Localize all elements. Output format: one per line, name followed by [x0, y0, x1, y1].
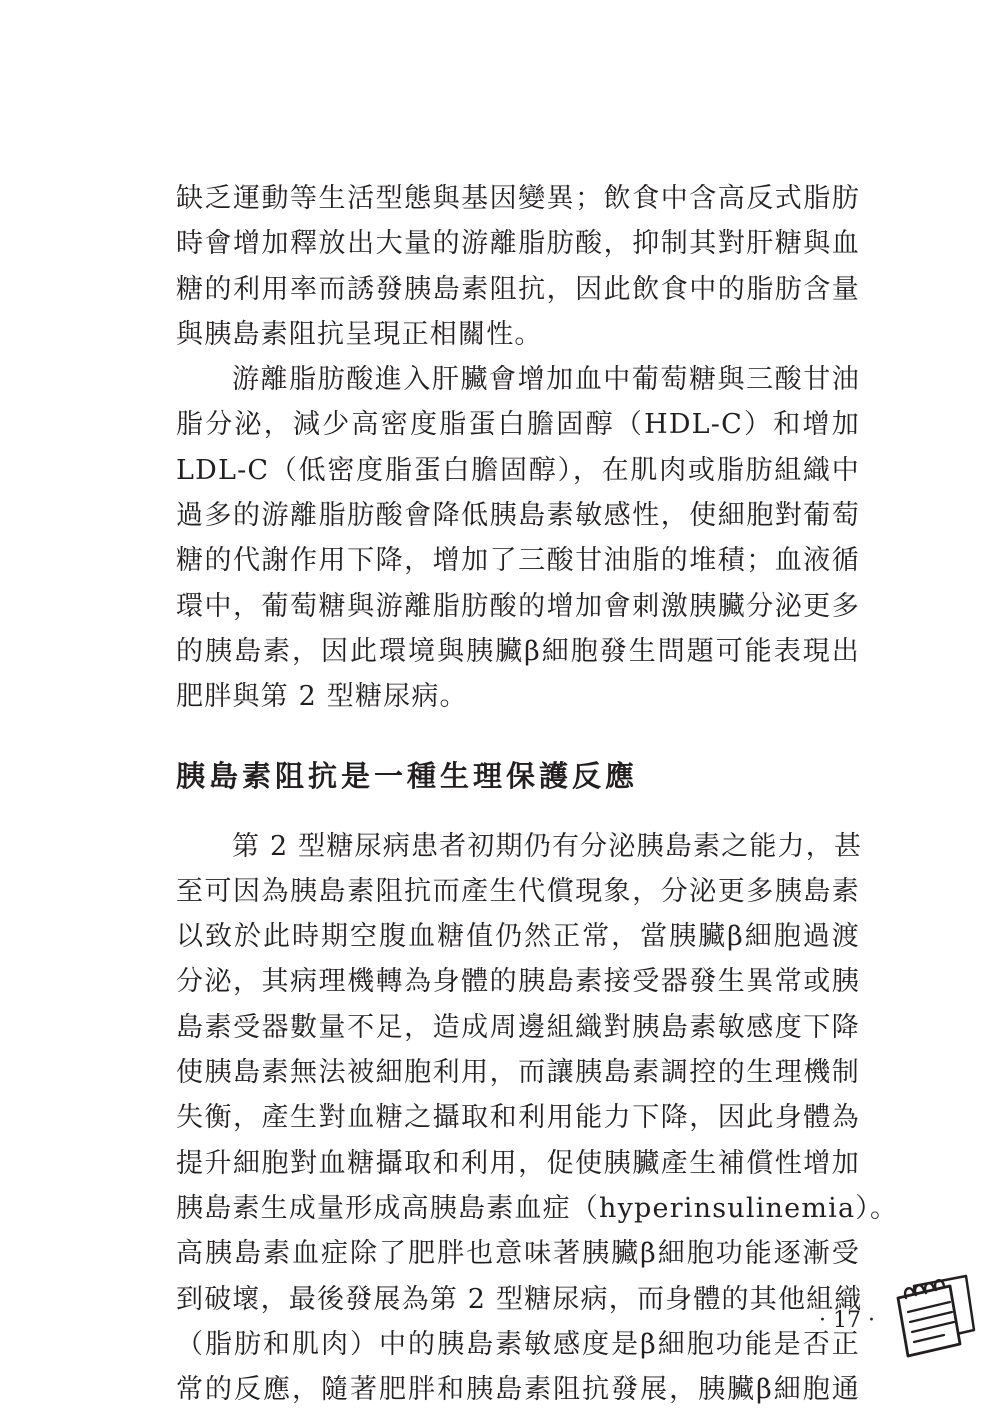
page-number: · 17 · [819, 1308, 875, 1333]
text-line: 肥胖與第 2 型糖尿病。 [176, 681, 468, 713]
text-line: 糖的代謝作用下降，增加了三酸甘油脂的堆積；血液循 [176, 545, 860, 577]
text-line: 的胰島素，因此環境與胰臟β細胞發生問題可能表現出 [176, 635, 860, 667]
text-line: 提升細胞對血糖攝取和利用，促使胰臟產生補償性增加 [176, 1147, 860, 1179]
text-line: 常的反應，隨著肥胖和胰島素阻抗發展，胰臟β細胞通 [176, 1374, 860, 1406]
text-line: 使胰島素無法被細胞利用，而讓胰島素調控的生理機制 [176, 1057, 860, 1089]
text-line: 糖的利用率而誘發胰島素阻抗，因此飲食中的脂肪含量 [176, 273, 860, 305]
paragraph-2 [176, 357, 860, 719]
text-line: 島素受器數量不足，造成周邊組織對胰島素敏感度下降 [176, 1011, 860, 1043]
text-line: 游離脂肪酸進入肝臟會增加血中葡萄糖與三酸甘油 [232, 364, 860, 396]
body-text [176, 176, 899, 1412]
text-line: 胰島素生成量形成高胰島素血症（hyperinsulinemia）。 [176, 1192, 899, 1224]
text-line: 時會增加釋放出大量的游離脂肪酸，抑制其對肝糖與血 [176, 228, 860, 260]
text-line: 脂分泌，減少高密度脂蛋白膽固醇（HDL-C）和增加 [176, 409, 860, 441]
text-line: 以致於此時期空腹血糖值仍然正常，當胰臟β細胞過渡 [176, 921, 860, 953]
text-line: 過多的游離脂肪酸會降低胰島素敏感性，使細胞對葡萄 [176, 500, 860, 532]
text-line: 高胰島素血症除了肥胖也意味著胰臟β細胞功能逐漸受 [176, 1238, 860, 1270]
text-line: 第 2 型糖尿病患者初期仍有分泌胰島素之能力，甚 [232, 830, 863, 862]
paragraph-1 [176, 176, 860, 357]
text-line: 至可因為胰島素阻抗而產生代償現象，分泌更多胰島素 [176, 875, 860, 907]
text-line: 環中，葡萄糖與游離脂肪酸的增加會刺激胰臟分泌更多 [176, 590, 860, 622]
notebook-icon [884, 1268, 980, 1364]
text-line: 到破壞，最後發展為第 2 型糖尿病，而身體的其他組織 [176, 1283, 863, 1315]
text-line: 與胰島素阻抗呈現正相關性。 [176, 318, 543, 350]
paragraph-3 [176, 824, 899, 1413]
text-line: （脂肪和肌肉）中的胰島素敏感度是β細胞功能是否正 [176, 1328, 860, 1360]
text-line: 失衡，產生對血糖之攝取和利用能力下降，因此身體為 [176, 1102, 860, 1134]
text-line: 分泌，其病理機轉為身體的胰島素接受器發生異常或胰 [176, 966, 860, 998]
section-heading: 胰島素阻抗是一種生理保護反應 [176, 758, 639, 793]
text-line: LDL-C（低密度脂蛋白膽固醇），在肌肉或脂肪組織中 [176, 454, 860, 486]
text-line: 缺乏運動等生活型態與基因變異；飲食中含高反式脂肪 [176, 183, 860, 214]
